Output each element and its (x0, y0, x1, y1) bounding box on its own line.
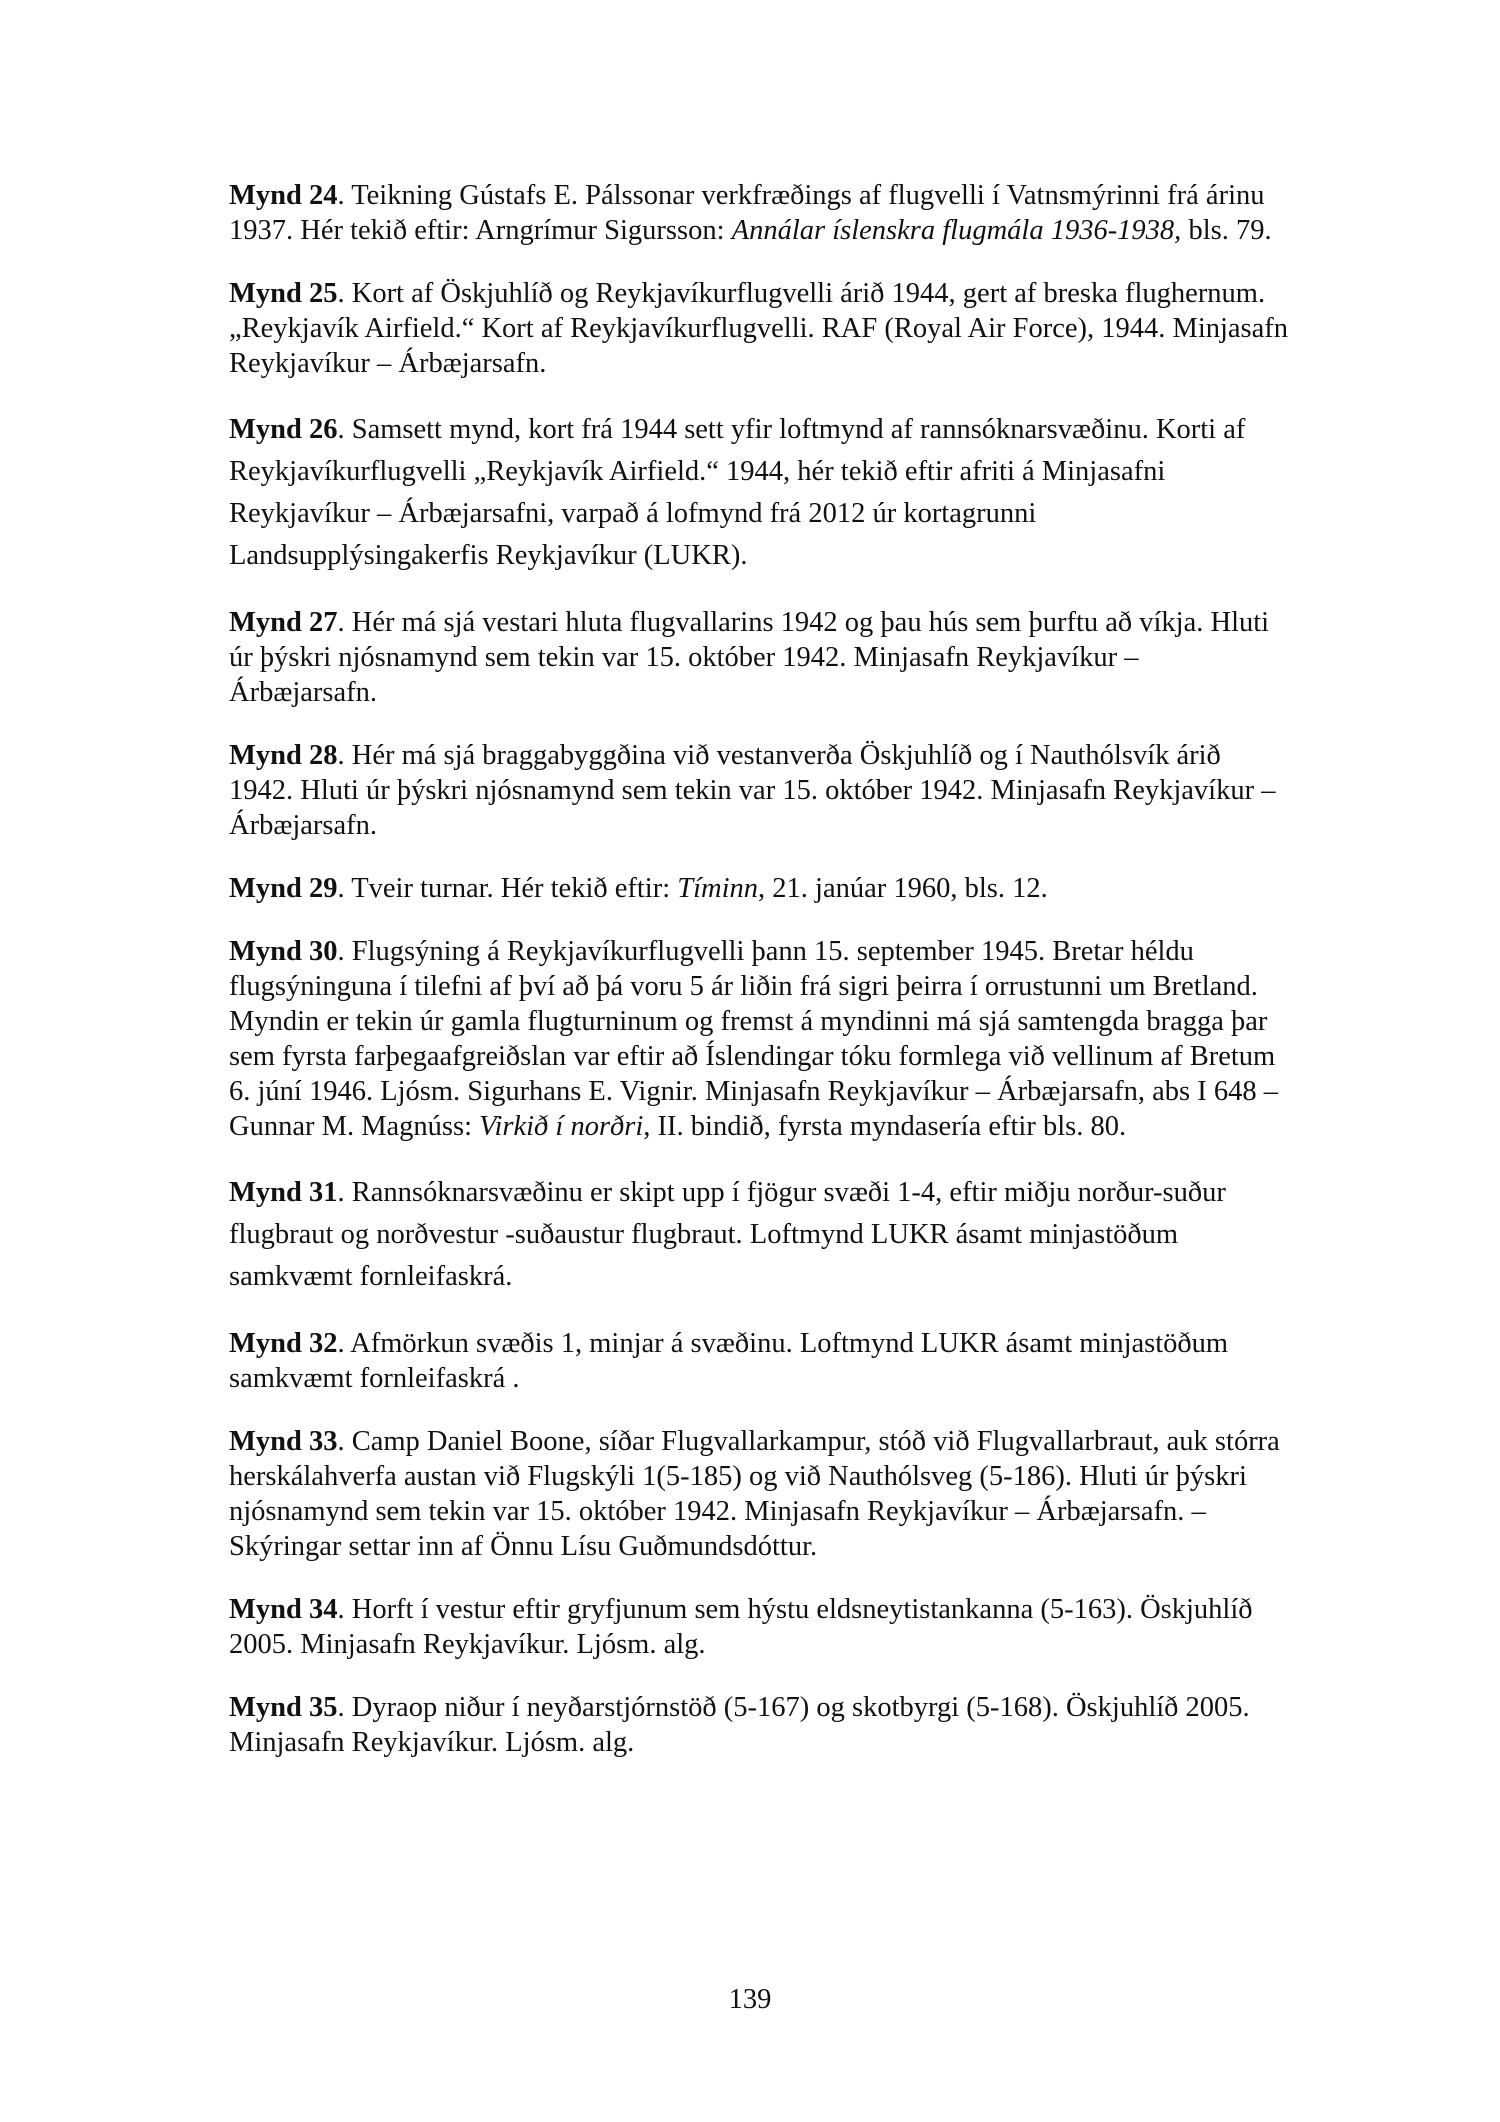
caption-label: Mynd 25 (229, 278, 338, 309)
caption-text: . Hér má sjá braggabyggðina við vestanverða Öskjuhlíð og í Nauthólsvík árið 1942. Hluti úr þýskri njósnamynd sem tekin var 15. október 1942. Minjasafn Reykjavíkur – Árbæjarsafn. (229, 740, 1276, 841)
caption-text: . Kort af Öskjuhlíð og Reykjavíkurflugvelli árið 1944, gert af breska flughernum. „Reykjavík Airfield.“ Kort af Reykjavíkurflugvelli. RAF (Royal Air Force), 1944. Minjasafn Reykjavíkur – Árbæjarsafn. (229, 278, 1289, 379)
caption-label: Mynd 34 (229, 1594, 338, 1625)
caption-text: . Dyraop niður í neyðarstjórnstöð (5-167) og skotbyrgi (5-168). Öskjuhlíð 2005. Minjasafn Reykjavíkur. Ljósm. alg. (229, 1692, 1250, 1758)
caption-text: . Tveir turnar. Hér tekið eftir: (337, 873, 678, 904)
caption-text: . Samsett mynd, kort frá 1944 sett yfir loftmynd af rannsóknarsvæðinu. Korti af Reykjavíkurflugvelli „Reykjavík Airfield.“ 1944, hér tekið eftir afriti á Minjasafni Reykjavíkur – Árbæjarsafni, varpað á lofmynd frá 2012 úr kortagrunni Landsupplýsingakerfis Reykjavíkur (LUKR). (229, 414, 1246, 571)
caption-mynd-28 (229, 738, 1289, 843)
caption-label: Mynd 32 (229, 1328, 338, 1359)
caption-label: Mynd 31 (229, 1177, 338, 1208)
caption-text: . Rannsóknarsvæðinu er skipt upp í fjögur svæði 1-4, eftir miðju norður-suður flugbraut og norðvestur -suðaustur flugbraut. Loftmynd LUKR ásamt minjastöðum samkvæmt fornleifaskrá. (229, 1177, 1226, 1292)
caption-mynd-29 (229, 871, 1289, 906)
caption-text: . Teikning Gústafs E. Pálssonar verkfræðings af flugvelli í Vatnsmýrinni frá árinu 1937. Hér tekið eftir: Arngrímur Sigursson: (229, 180, 1265, 246)
caption-mynd-31 (229, 1172, 1289, 1298)
caption-text: . Camp Daniel Boone, síðar Flugvallarkampur, stóð við Flugvallarbraut, auk stórra herskálahverfa austan við Flugskýli 1(5-185) og við Nauthólsveg (5-186). Hluti úr þýskri njósnamynd sem tekin var 15. október 1942. Minjasafn Reykjavíkur – Árbæjarsafn. – Skýringar settar inn af Önnu Lísu Guðmundsdóttur. (229, 1426, 1280, 1562)
caption-label: Mynd 33 (229, 1426, 338, 1457)
caption-text: , 21. janúar 1960, bls. 12. (758, 873, 1048, 904)
caption-text: . Horft í vestur eftir gryfjunum sem hýstu eldsneytistankanna (5-163). Öskjuhlíð 2005. Minjasafn Reykjavíkur. Ljósm. alg. (229, 1594, 1253, 1660)
caption-mynd-25 (229, 276, 1289, 381)
caption-text: bls. 79. (1181, 215, 1272, 246)
caption-label: Mynd 35 (229, 1692, 338, 1723)
caption-mynd-32 (229, 1326, 1289, 1396)
caption-title-italic: Tíminn (677, 873, 759, 904)
caption-mynd-33 (229, 1424, 1289, 1564)
caption-mynd-30 (229, 934, 1289, 1144)
document-body (229, 178, 1289, 1788)
caption-text: , II. bindið, fyrsta myndasería eftir bls. 80. (643, 1111, 1127, 1142)
caption-mynd-27 (229, 605, 1289, 710)
caption-label: Mynd 30 (229, 936, 338, 967)
caption-label: Mynd 26 (229, 414, 338, 445)
caption-title-italic: Annálar íslenskra flugmála 1936-1938, (731, 215, 1182, 246)
caption-text: . Hér má sjá vestari hluta flugvallarins 1942 og þau hús sem þurftu að víkja. Hluti úr þýskri njósnamynd sem tekin var 15. október 1942. Minjasafn Reykjavíkur – Árbæjarsafn. (229, 607, 1270, 708)
caption-label: Mynd 24 (229, 180, 338, 211)
caption-label: Mynd 29 (229, 873, 338, 904)
caption-text: . Flugsýning á Reykjavíkurflugvelli þann 15. september 1945. Bretar héldu flugsýninguna í tilefni af því að þá voru 5 ár liðin frá sigri þeirra í orrustunni um Bretland. Myndin er tekin úr gamla flugturninum og fremst á myndinni má sjá samtengda bragga þar sem fyrsta farþegaafgreiðslan var eftir að Íslendingar tóku formlega við vellinum af Bretum 6. júní 1946. Ljósm. Sigurhans E. Vignir. Minjasafn Reykjavíkur – Árbæjarsafn, abs I 648 – Gunnar M. Magnúss: (229, 936, 1278, 1142)
caption-mynd-35 (229, 1690, 1289, 1760)
caption-text: . Afmörkun svæðis 1, minjar á svæðinu. Loftmynd LUKR ásamt minjastöðum samkvæmt fornleifaskrá . (229, 1328, 1229, 1394)
caption-mynd-34 (229, 1592, 1289, 1662)
caption-label: Mynd 28 (229, 740, 338, 771)
page-number: 139 (728, 1984, 772, 2015)
caption-mynd-24 (229, 178, 1289, 248)
caption-title-italic: Virkið í norðri (479, 1111, 644, 1142)
caption-label: Mynd 27 (229, 607, 338, 638)
caption-mynd-26 (229, 409, 1289, 577)
